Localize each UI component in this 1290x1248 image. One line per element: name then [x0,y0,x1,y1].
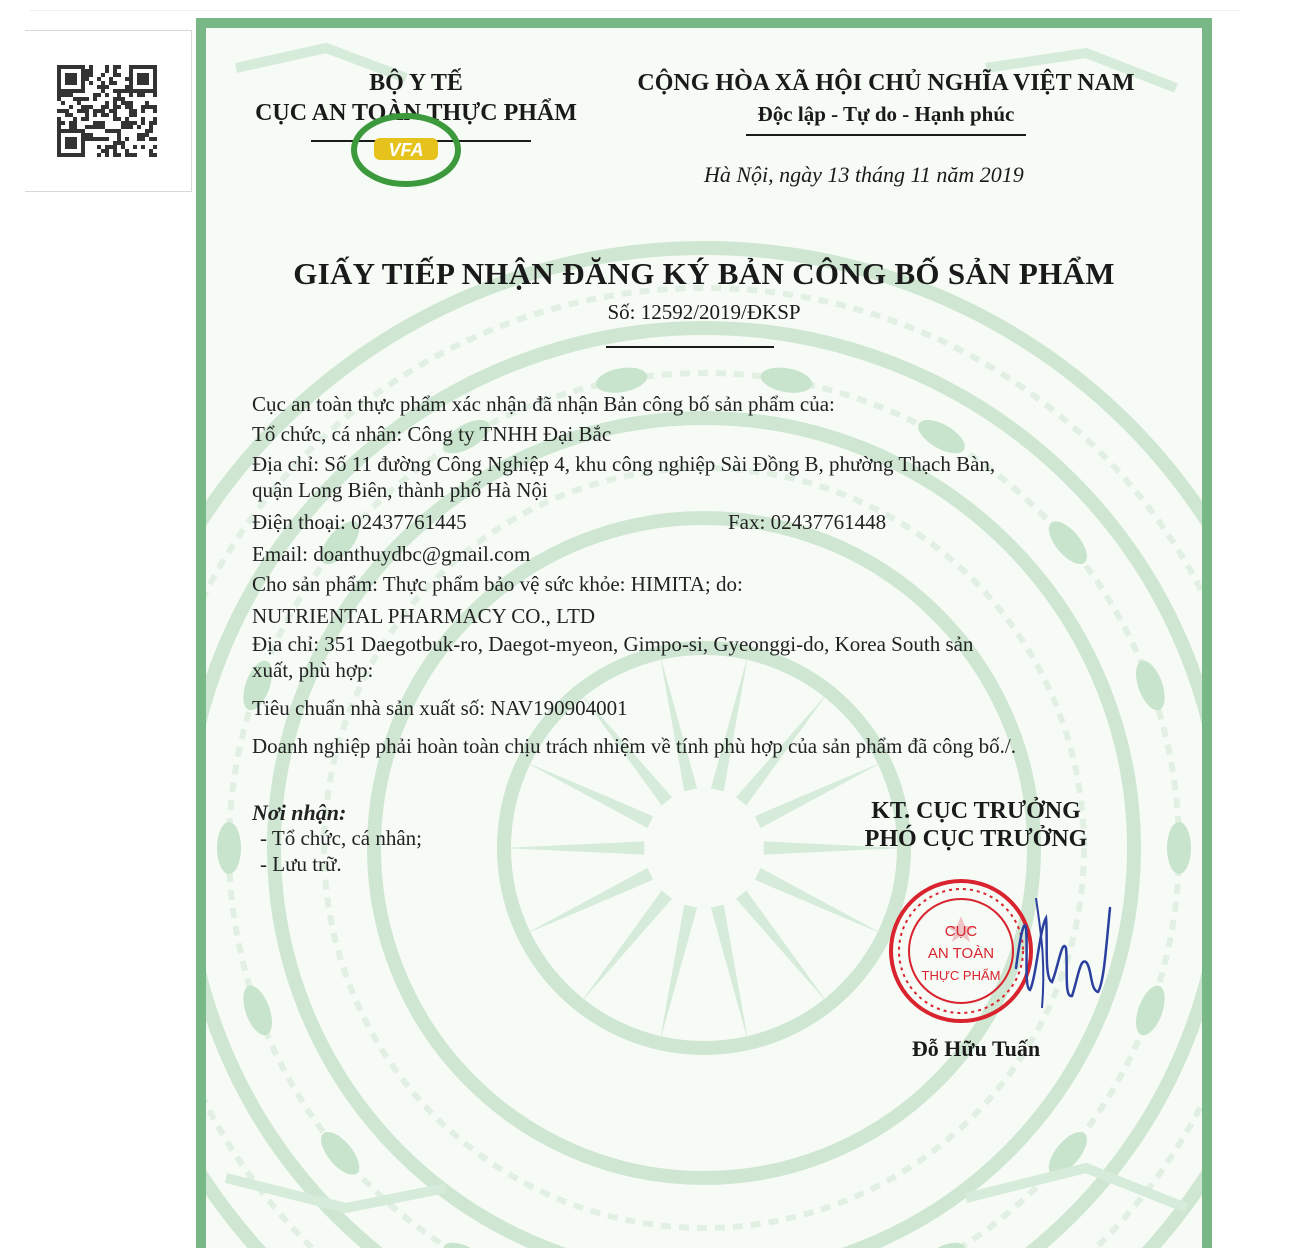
ministry-name: BỘ Y TẾ [369,70,463,96]
handwritten-signature [1006,878,1116,1018]
manufacturer-address-line-2: xuất, phù hợp: [252,658,374,682]
agency-name: CỤC AN TOÀN THỰC PHẨM [255,100,577,126]
intro-text: Cục an toàn thực phẩm xác nhận đã nhận Bản công bố sản phẩm của: [252,392,835,416]
product-text: Cho sản phẩm: Thực phẩm bảo vệ sức khỏe: HIMITA; do: [252,572,743,596]
qr-code-panel [25,30,192,192]
signatory-title-2: PHÓ CỤC TRƯỞNG [864,826,1088,852]
stamp-line-2: AN TOÀN [927,945,995,962]
motto-underline [746,134,1026,136]
stamp-line-1: CỤC [944,923,978,940]
standard-text: Tiêu chuẩn nhà sản xuất số: NAV190904001 [252,696,628,720]
document-number: Số: 12592/2019/ĐKSP [607,300,801,324]
address-line-2: quận Long Biên, thành phố Hà Nội [252,478,548,502]
vfa-logo-icon [346,110,466,190]
email-text: Email: doanthuydbc@gmail.com [252,542,531,566]
svg-text:VFA: VFA [388,140,424,160]
manufacturer-address-line-1: Địa chỉ: 351 Daegotbuk-ro, Daegot-myeon, Gimpo-si, Gyeonggi-do, Korea South sản [252,632,974,656]
manufacturer-text: NUTRIENTAL PHARMACY CO., LTD [252,604,596,628]
country-name: CỘNG HÒA XÃ HỘI CHỦ NGHĨA VIỆT NAM [637,70,1135,96]
certificate-sheet [196,18,1212,1248]
certificate-body [206,28,1202,1248]
stamp-line-3: THỰC PHẨM [921,968,1001,983]
responsibility-text: Doanh nghiệp phải hoàn toàn chịu trách nhiệm về tính phù hợp của sản phẩm đã công bố./. [252,734,1016,758]
signatory-name: Đỗ Hữu Tuấn [911,1036,1041,1061]
recipients-heading: Nơi nhận: [252,800,347,825]
fax-text: Fax: 02437761448 [728,510,887,534]
signatory-title-1: KT. CỤC TRƯỞNG [871,798,1081,824]
place-date: Hà Nội, ngày 13 tháng 11 năm 2019 [704,162,1024,187]
national-motto: Độc lập - Tự do - Hạnh phúc [757,102,1015,126]
title-underline [606,346,774,348]
document-title: GIẤY TIẾP NHẬN ĐĂNG KÝ BẢN CÔNG BỐ SẢN PHẨM [293,256,1115,291]
recipient-item: - Tổ chức, cá nhân; [260,826,423,850]
qr-code-icon [56,64,158,158]
top-divider [30,10,1240,11]
organization-text: Tổ chức, cá nhân: Công ty TNHH Đại Bắc [252,422,612,446]
address-line-1: Địa chỉ: Số 11 đường Công Nghiệp 4, khu công nghiệp Sài Đồng B, phường Thạch Bàn, [252,452,996,476]
phone-text: Điện thoại: 02437761445 [252,510,467,534]
recipient-item: - Lưu trữ. [260,852,342,876]
